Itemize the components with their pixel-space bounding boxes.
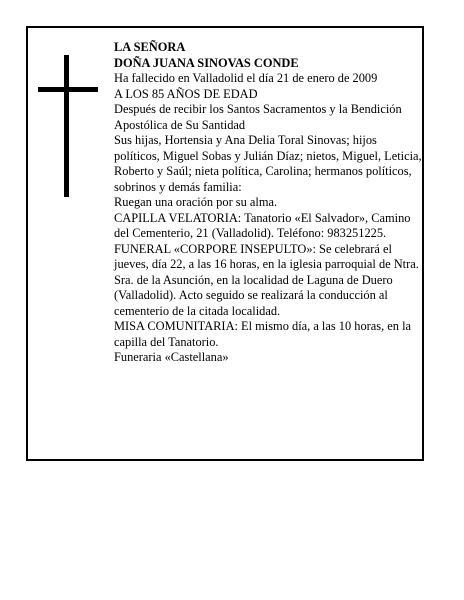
deceased-name: DOÑA JUANA SINOVAS CONDE (114, 55, 299, 70)
prayer-request-line: Ruegan una oración por su alma. (114, 195, 278, 209)
death-date-line: Ha fallecido en Valladolid el día 21 de enero de 2009 (114, 71, 378, 85)
cross-horizontal-bar (38, 87, 98, 92)
sacraments-line: Después de recibir los Santos Sacramentos y la Bendición Apostólica de Su Santidad (114, 102, 402, 132)
community-mass-line: MISA COMUNITARIA: El mismo día, a las 10 horas, en la capilla del Tanatorio. (114, 319, 412, 349)
obituary-text (114, 40, 422, 366)
age-line: A LOS 85 AÑOS DE EDAD (114, 86, 258, 101)
family-line: Sus hijas, Hortensia y Ana Delia Toral Sinovas; hijos políticos, Miguel Sobas y Julián Díaz; nietos, Miguel, Leticia, Roberto y Saúl; nieta política, Carolina; hermanos políticos, sobrinos y demás familia: (114, 133, 422, 194)
funeral-home-line: Funeraria «Castellana» (114, 350, 229, 364)
cross-vertical-bar (64, 55, 69, 197)
deceased-title: LA SEÑORA (114, 40, 186, 54)
funeral-line: FUNERAL «CORPORE INSEPULTO»: Se celebrará el jueves, día 22, a las 16 horas, en la iglesia parroquial de Ntra. Sra. de la Asunción, en la localidad de Laguna de Duero (Valladolid). Acto seguido se realizará la conducción al cementerio de la citada localidad. (114, 241, 419, 318)
cross-icon (38, 55, 98, 197)
wake-chapel-line: CAPILLA VELATORIA: Tanatorio «El Salvador», Camino del Cementerio, 21 (Valladolid). Teléfono: 983251225. (114, 210, 411, 240)
